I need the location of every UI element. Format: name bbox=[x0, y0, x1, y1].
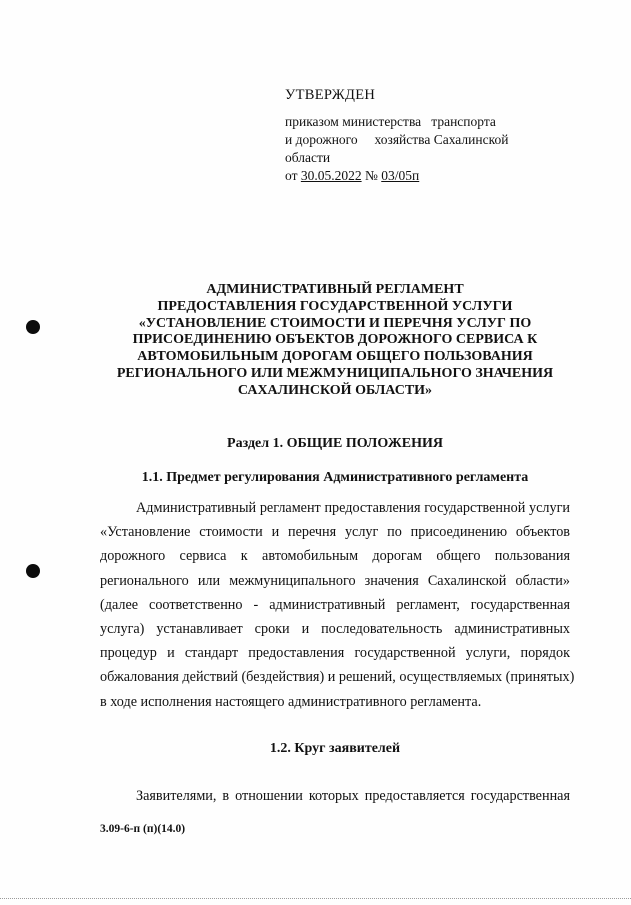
approval-stamp-block bbox=[285, 86, 585, 185]
paragraph bbox=[100, 784, 570, 808]
approved-title: УТВЕРЖДЕН bbox=[285, 87, 376, 103]
paragraph-line: услуга) устанавливает сроки и последовательность административных bbox=[100, 621, 570, 638]
subsection-heading: 1.1. Предмет регулирования Административного регламента bbox=[141, 470, 529, 485]
paragraph-line: дорожного сервиса к автомобильным дорогам общего пользования bbox=[100, 548, 570, 565]
title-line: АДМИНИСТРАТИВНЫЙ РЕГЛАМЕНТ bbox=[206, 282, 464, 297]
form-code: 3.09-6-п (п)(14.0) bbox=[100, 823, 186, 835]
scan-edge-line bbox=[0, 898, 631, 900]
paragraph-line: в ходе исполнения настоящего административного регламента. bbox=[100, 693, 482, 710]
approval-line: области bbox=[285, 150, 331, 165]
order-date: 30.05.2022 bbox=[300, 168, 362, 183]
title-line: ПРИСОЕДИНЕНИЮ ОБЪЕКТОВ ДОРОЖНОГО СЕРВИСА К bbox=[132, 332, 538, 348]
title-line: АВТОМОБИЛЬНЫМ ДОРОГАМ ОБЩЕГО ПОЛЬЗОВАНИЯ bbox=[137, 349, 533, 365]
paragraph bbox=[100, 496, 575, 714]
paragraph-line: Заявителями, в отношении которых предоставляется государственная bbox=[136, 788, 570, 804]
paragraph-line: Административный регламент предоставления государственной услуги bbox=[136, 500, 570, 516]
number-sign: № bbox=[361, 168, 382, 183]
date-prefix: от bbox=[285, 168, 301, 183]
title-line: САХАЛИНСКОЙ ОБЛАСТИ» bbox=[237, 382, 433, 398]
order-number: 03/05п bbox=[381, 168, 420, 183]
approval-date-line bbox=[285, 167, 585, 185]
paragraph-line: обжалования действий (бездействия) и решений, осуществляемых (принятых) bbox=[100, 669, 575, 686]
section-heading: Раздел 1. ОБЩИЕ ПОЛОЖЕНИЯ bbox=[227, 436, 443, 451]
document-title bbox=[100, 282, 570, 400]
subsection-heading: 1.2. Круг заявителей bbox=[269, 741, 401, 756]
paragraph-line: «Установление стоимости и перечня услуг по присоединению объектов bbox=[100, 524, 570, 541]
paragraph-line: процедур и стандарт предоставления государственной услуги, порядок bbox=[100, 645, 570, 662]
paragraph-line: регионального или межмуниципального значения Сахалинской области» bbox=[100, 572, 570, 589]
punch-hole-mark bbox=[26, 564, 40, 578]
punch-hole-mark bbox=[26, 320, 40, 334]
approval-line: приказом министерства транспорта bbox=[285, 114, 496, 129]
approval-line: и дорожного хозяйства Сахалинской bbox=[285, 132, 509, 147]
title-line: ПРЕДОСТАВЛЕНИЯ ГОСУДАРСТВЕННОЙ УСЛУГИ bbox=[157, 298, 513, 314]
title-line: РЕГИОНАЛЬНОГО ИЛИ МЕЖМУНИЦИПАЛЬНОГО ЗНАЧЕНИЯ bbox=[116, 365, 554, 381]
title-line: «УСТАНОВЛЕНИЕ СТОИМОСТИ И ПЕРЕЧНЯ УСЛУГ ПО bbox=[138, 315, 532, 331]
paragraph-line: (далее соответственно - административный регламент, государственная bbox=[100, 596, 570, 613]
